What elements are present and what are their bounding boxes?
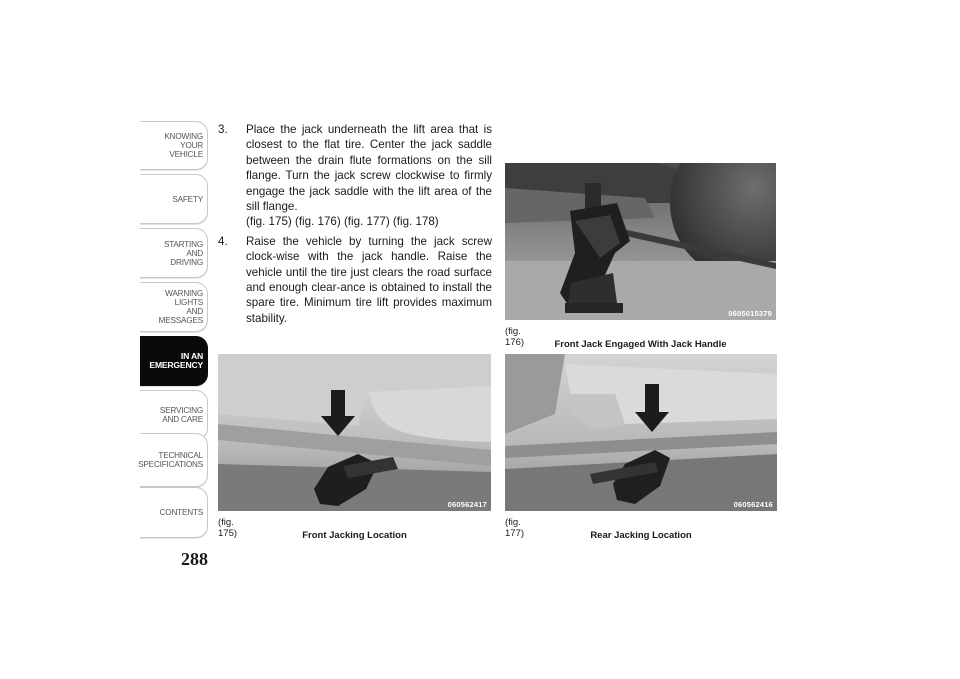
- instruction-steps: [218, 122, 492, 330]
- figure-caption: Front Jacking Location: [302, 530, 407, 541]
- step-3: [218, 122, 492, 230]
- tab-servicing-and-care[interactable]: SERVICING AND CARE: [140, 390, 208, 440]
- figure-caption: Rear Jacking Location: [590, 530, 692, 541]
- page-number: 288: [181, 549, 208, 569]
- step-4: [218, 234, 492, 326]
- figure-number: (fig. 175): [218, 517, 238, 539]
- tab-technical-specifications[interactable]: TECHNICAL SPECIFICATIONS: [140, 433, 208, 487]
- tab-contents[interactable]: CONTENTS: [140, 487, 208, 538]
- figure-references[interactable]: (fig. 175) (fig. 176) (fig. 177) (fig. 178): [246, 215, 439, 229]
- front-jacking-location-image: [218, 354, 491, 511]
- figure-code: 0605015379: [728, 309, 772, 318]
- figure-caption: Front Jack Engaged With Jack Handle: [554, 339, 727, 350]
- tab-knowing-your-vehicle[interactable]: KNOWING YOUR VEHICLE: [140, 121, 208, 170]
- figure-code: 060562417: [447, 500, 487, 509]
- arrow-down-icon: [645, 384, 659, 414]
- tab-in-an-emergency[interactable]: IN AN EMERGENCY: [140, 336, 208, 386]
- jack-with-handle-illustration: [505, 163, 776, 320]
- figure-number: (fig. 177): [505, 517, 525, 539]
- step-text: Place the jack underneath the lift area that is closest to the flat tire. Center the jack saddle between the drain flute formations on the sill flange. Turn the jack screw clockwise to firmly engage the jack saddle with the lift area of the sill flange.: [246, 123, 492, 214]
- tab-starting-and-driving[interactable]: STARTING AND DRIVING: [140, 228, 208, 278]
- tab-warning-lights-and-messages[interactable]: WARNING LIGHTS AND MESSAGES: [140, 282, 208, 332]
- figure-code: 060562416: [733, 500, 773, 509]
- rear-jacking-location-image: [505, 354, 777, 511]
- figure-number: (fig. 176): [505, 326, 525, 348]
- step-number: 4.: [218, 234, 228, 248]
- arrow-down-icon: [331, 390, 345, 418]
- tab-safety[interactable]: SAFETY: [140, 174, 208, 224]
- front-jack-engaged-image: [505, 163, 776, 320]
- step-number: 3.: [218, 123, 228, 136]
- step-text: Raise the vehicle by turning the jack screw clock-wise with the jack handle. Raise the vehicle until the tire just clears the road surface and enough clear-ance is obtained to install the spare tire. Minimum tire lift provides maximum stability.: [246, 234, 492, 325]
- front-sill-illustration: [218, 354, 491, 511]
- rear-sill-illustration: [505, 354, 777, 511]
